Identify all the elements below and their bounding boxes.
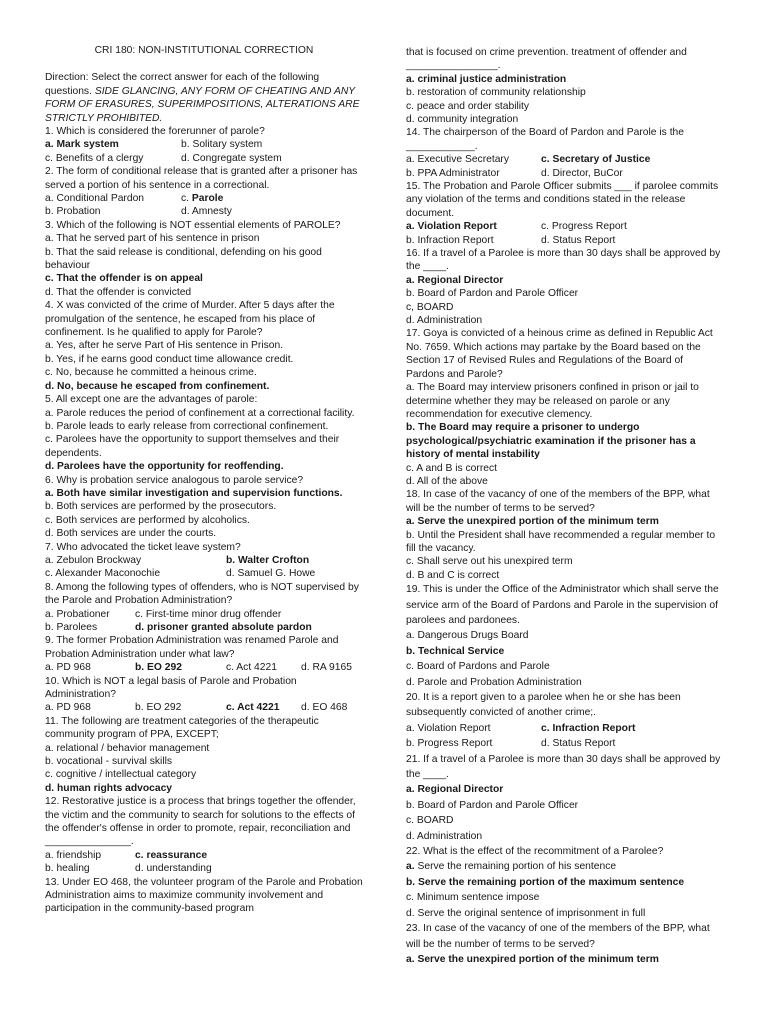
question-16: 16. If a travel of a Parolee is more than 30 days shall be approved by the ____. <box>406 248 721 273</box>
q15-option-a: a. Violation Report <box>406 221 497 233</box>
q2-option-c-text: Parole <box>191 193 224 205</box>
q4-option-a: a. Yes, after he serve Part of His sentence in Prison. <box>45 340 284 352</box>
q5-option-c: c. Parolees have the opportunity to support themselves and their dependents. <box>45 434 340 459</box>
q7-option-c: c. Alexander Maconochie <box>45 568 161 580</box>
q12-row-2 <box>45 862 363 875</box>
q16-option-b: b. Board of Pardon and Parole Officer <box>406 288 579 300</box>
q20-row-1 <box>406 721 724 736</box>
q12-row-1 <box>45 849 363 862</box>
q1-option-d: d. Congregate system <box>181 152 282 164</box>
q7-option-d: d. Samuel G. Howe <box>226 568 316 580</box>
question-21: 21. If a travel of a Parolee is more than 30 days shall be approved by the ____. <box>406 753 721 781</box>
q9-option-d: d. RA 9165 <box>301 662 352 674</box>
right-column <box>406 46 724 967</box>
question-18: 18. In case of the vacancy of one of the members of the BPP, what will be the number of terms to be served? <box>406 489 710 514</box>
q13-option-c: c. peace and order stability <box>406 100 530 112</box>
q8-option-a: a. Probationer <box>45 608 110 620</box>
q1-row-2 <box>45 152 363 165</box>
q13-option-a: a. criminal justice administration <box>406 73 567 85</box>
q16-option-a: a. Regional Director <box>406 274 504 286</box>
q14-option-c: c. Secretary of Justice <box>541 154 651 166</box>
q15-option-d: d. Status Report <box>541 234 616 246</box>
q9-row <box>45 661 363 674</box>
q15-row-1 <box>406 220 724 233</box>
q11-option-a: a. relational / behavior management <box>45 742 210 754</box>
q8-option-d: d. prisoner granted absolute pardon <box>135 621 312 633</box>
q5-option-d: d. Parolees have the opportunity for reoffending. <box>45 461 284 473</box>
q6-option-c: c. Both services are performed by alcoholics. <box>45 514 250 526</box>
q6-option-a: a. Both have similar investigation and supervision functions. <box>45 487 343 499</box>
q12-option-d: d. understanding <box>135 863 212 875</box>
q1-row-1 <box>45 138 363 151</box>
q18-option-a: a. Serve the unexpired portion of the minimum term <box>406 516 659 528</box>
q10-option-a: a. PD 968 <box>45 702 91 714</box>
question-15: 15. The Probation and Parole Officer submits ___ if parolee commits any violation of the terms and conditions stated in the release document. <box>406 181 719 219</box>
q8-option-c: c. First-time minor drug offender <box>135 608 282 620</box>
q2-row-2 <box>45 205 363 218</box>
q16-option-d: d. Administration <box>406 315 483 327</box>
q20-row-2 <box>406 736 724 751</box>
q14-row-2 <box>406 167 724 180</box>
question-20: 20. It is a report given to a parolee when he or she has been subsequently convicted of another crime;. <box>406 692 681 719</box>
q9-option-a: a. PD 968 <box>45 662 91 674</box>
question-1: 1. Which is considered the forerunner of parole? <box>45 126 265 138</box>
q20-option-c: c. Infraction Report <box>541 722 636 734</box>
q2-row-1 <box>45 192 363 205</box>
question-3: 3. Which of the following is NOT essential elements of PAROLE? <box>45 219 341 231</box>
q20-option-d: d. Status Report <box>541 738 616 750</box>
q22-option-d: d. Serve the original sentence of imprisonment in full <box>406 907 646 919</box>
q17-option-b: b. The Board may require a prisoner to undergo psychological/psychiatric examination if the prisoner has a history of mental instability <box>406 422 696 461</box>
q5-option-b: b. Parole leads to early release from correctional confinement. <box>45 420 329 432</box>
q15-option-c: c. Progress Report <box>541 221 627 233</box>
q14-option-a: a. Executive Secretary <box>406 154 510 166</box>
question-11: 11. The following are treatment categories of the therapeutic community program of PPA, EXCEPT; <box>45 715 319 741</box>
q2-option-c <box>181 192 223 205</box>
q21-option-d: d. Administration <box>406 830 483 842</box>
q2-option-a: a. Conditional Pardon <box>45 193 145 205</box>
q19-option-d: d. Parole and Probation Administration <box>406 676 582 688</box>
q13-option-b: b. restoration of community relationship <box>406 87 586 99</box>
question-22: 22. What is the effect of the recommitment of a Parolee? <box>406 846 664 858</box>
q18-option-b: b. Until the President shall have recommended a regular member to fill the vacancy. <box>406 529 716 554</box>
q22-option-a <box>406 859 724 874</box>
question-4: 4. X was convicted of the crime of Murder. After 5 days after the promulgation of the sentence, he escaped from his place of confinement. Is he qualified to apply for Parole? <box>45 300 335 339</box>
question-5: 5. All except one are the advantages of parole: <box>45 394 258 406</box>
direction-text: Direction: Select the correct answer for each of the following questions. <box>45 72 320 97</box>
q6-option-d: d. Both services are under the courts. <box>45 528 217 540</box>
question-8: 8. Among the following types of offenders, who is NOT supervised by the Parole and Probation Administration? <box>45 581 359 607</box>
q2-option-d: d. Amnesty <box>181 206 232 218</box>
q7-row-1 <box>45 554 363 567</box>
page-title: CRI 180: NON-INSTITUTIONAL CORRECTION <box>94 45 314 56</box>
q22-option-b: b. Serve the remaining portion of the maximum sentence <box>406 876 685 888</box>
q20-option-a: a. Violation Report <box>406 722 491 734</box>
question-6: 6. Why is probation service analogous to parole service? <box>45 474 304 486</box>
q16-option-c: c, BOARD <box>406 301 454 313</box>
q12-option-b: b. healing <box>45 863 90 875</box>
q14-option-d: d. Director, BuCor <box>541 167 623 179</box>
direction-block <box>45 71 363 125</box>
question-12: 12. Restorative justice is a process that brings together the offender, the victim and the community to search for solutions to the effects of the offender's offense in order to promote, repair, reconciliation and _______________. <box>45 796 356 848</box>
q9-option-c: c. Act 4221 <box>226 662 277 674</box>
q8-row-1 <box>45 608 363 621</box>
question-23: 23. In case of the vacancy of one of the members of the BPP, what will be the number of terms to be served? <box>406 923 710 950</box>
q19-option-b: b. Technical Service <box>406 645 505 657</box>
question-13: 13. Under EO 468, the volunteer program of the Parole and Probation Administration aims to maximize community involvement and participation in the community-based program <box>45 876 363 915</box>
q6-option-b: b. Both services are performed by the prosecutors. <box>45 501 277 513</box>
q3-option-c: c. That the offender is on appeal <box>45 273 203 285</box>
question-19: 19. This is under the Office of the Administrator which shall serve the service arm of the Board of Pardons and Parole in the supervision of parolees and pardonees. <box>406 584 719 626</box>
q18-option-d: d. B and C is correct <box>406 569 500 581</box>
q17-option-d: d. All of the above <box>406 475 488 487</box>
q10-option-b: b. EO 292 <box>135 702 182 714</box>
q8-option-b: b. Parolees <box>45 621 98 633</box>
question-17: 17. Goya is convicted of a heinous crime as defined in Republic Act No. 7659. Which actions may partake by the Board based on the Section 17 of Revised Rules and Regulations of the Board of Pardons and Parole? <box>406 328 713 380</box>
left-column <box>45 44 363 916</box>
q4-option-b: b. Yes, if he earns good conduct time allowance credit. <box>45 353 294 365</box>
q13-option-d: d. community integration <box>406 114 519 126</box>
q15-row-2 <box>406 234 724 247</box>
q3-option-a: a. That he served part of his sentence in prison <box>45 233 260 245</box>
q12-option-c: c. reassurance <box>135 849 208 861</box>
q14-row-1 <box>406 153 724 166</box>
question-13-continued: that is focused on crime prevention. treatment of offender and ________________. <box>406 47 687 72</box>
question-14: 14. The chairperson of the Board of Pardon and Parole is the ____________. <box>406 127 685 152</box>
q3-option-d: d. That the offender is convicted <box>45 286 192 298</box>
q11-option-c: c. cognitive / intellectual category <box>45 769 197 781</box>
q18-option-c: c. Shall serve out his unexpired term <box>406 556 573 568</box>
q11-option-d: d. human rights advocacy <box>45 782 173 794</box>
q10-option-d: d. EO 468 <box>301 702 348 714</box>
q4-option-d: d. No, because he escaped from confinement. <box>45 380 270 392</box>
q11-option-b: b. vocational - survival skills <box>45 755 173 767</box>
q5-option-a: a. Parole reduces the period of confinement at a correctional facility. <box>45 407 355 419</box>
q22-option-a-text: Serve the remaining portion of his sentence <box>417 861 617 873</box>
q1-option-a: a. Mark system <box>45 139 119 151</box>
q21-option-b: b. Board of Pardon and Parole Officer <box>406 799 579 811</box>
question-2: 2. The form of conditional release that is granted after a prisoner has served a portion of his sentence in a correctional. <box>45 166 358 191</box>
q3-option-b: b. That the said release is conditional, defending on his good behaviour <box>45 246 322 272</box>
q17-option-a: a. The Board may interview prisoners confined in prison or jail to determine whether they may be released on parole or any recommendation for executive clemency. <box>406 382 699 420</box>
q7-option-a: a. Zebulon Brockway <box>45 554 142 566</box>
question-10: 10. Which is NOT a legal basis of Parole and Probation Administration? <box>45 675 297 700</box>
q10-row <box>45 701 363 714</box>
q21-option-c: c. BOARD <box>406 815 454 827</box>
q21-option-a: a. Regional Director <box>406 784 504 796</box>
q1-option-c: c. Benefits of a clergy <box>45 152 144 164</box>
q7-option-b: b. Walter Crofton <box>226 554 310 566</box>
q15-option-b: b. Infraction Report <box>406 234 494 246</box>
q23-option-a: a. Serve the unexpired portion of the minimum term <box>406 953 659 965</box>
q9-option-b: b. EO 292 <box>135 662 182 674</box>
q14-option-b: b. PPA Administrator <box>406 167 500 179</box>
q19-option-c: c. Board of Pardons and Parole <box>406 661 550 673</box>
q22-option-a-letter: a. <box>406 861 415 873</box>
q17-option-c: c. A and B is correct <box>406 462 497 474</box>
q10-option-c: c. Act 4221 <box>226 702 280 714</box>
q2-option-c-letter: c. <box>181 193 190 205</box>
q2-option-b: b. Probation <box>45 206 101 218</box>
q19-option-a: a. Dangerous Drugs Board <box>406 630 529 642</box>
q12-option-a: a. friendship <box>45 849 102 861</box>
question-7: 7. Who advocated the ticket leave system? <box>45 541 241 553</box>
q20-option-b: b. Progress Report <box>406 738 493 750</box>
q7-row-2 <box>45 567 363 580</box>
q8-row-2 <box>45 621 363 634</box>
q4-option-c: c. No, because he committed a heinous crime. <box>45 367 257 379</box>
q22-option-c: c. Minimum sentence impose <box>406 892 540 904</box>
question-9: 9. The former Probation Administration was renamed Parole and Probation Administration under what law? <box>45 635 339 660</box>
q1-option-b: b. Solitary system <box>181 139 263 151</box>
direction-warning: SIDE GLANCING, ANY FORM OF CHEATING AND ANY FORM OF ERASURES, SUPERIMPOSITIONS, ALTERATIONS ARE STRICTLY PROHIBITED. <box>45 85 360 124</box>
